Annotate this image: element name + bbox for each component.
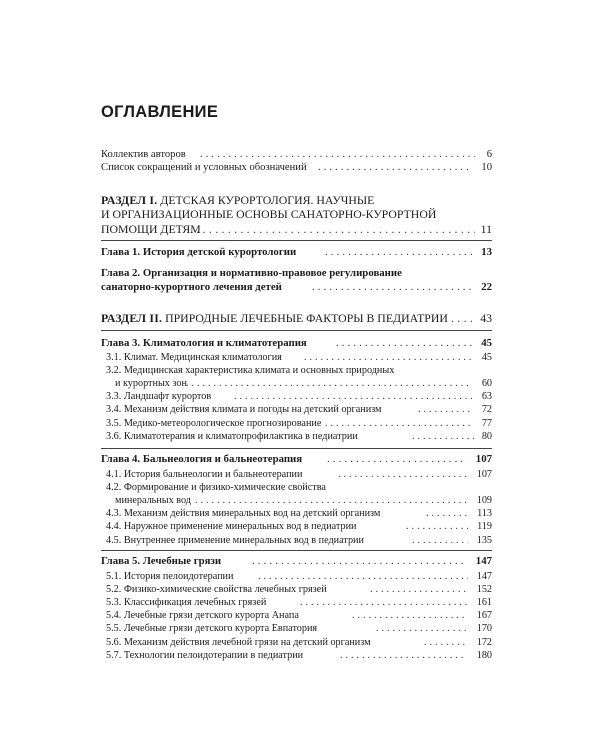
leader-dots <box>318 161 471 175</box>
leader-dots <box>406 520 468 534</box>
leader-dots <box>190 222 475 236</box>
entry-page: 45 <box>481 337 492 349</box>
entry-title: 4.1. История бальнеологии и бальнеотерапии <box>106 469 303 480</box>
entry-title: 5.5. Лечебные грязи детского курорта Евпатория <box>106 623 318 634</box>
leader-dots <box>336 336 475 350</box>
toc-chapter-1[interactable] <box>0 245 600 259</box>
toc-entry-4-4[interactable] <box>0 520 600 534</box>
entry-page: 107 <box>475 453 492 465</box>
entry-title: 5.7. Технологии пелоидотерапии в педиатрии <box>106 650 304 661</box>
entry-page: 109 <box>476 495 492 506</box>
entry-title: 5.1. История пелоидотерапии <box>106 571 234 582</box>
entry-page: 135 <box>476 535 492 546</box>
entry-page: 170 <box>476 623 492 634</box>
toc-chapter-2-line1[interactable] <box>0 266 600 280</box>
toc-entry-3-4[interactable] <box>0 403 600 417</box>
toc-heading: ОГЛАВЛЕНИЕ <box>101 103 219 121</box>
leader-dots <box>418 403 473 417</box>
entry-title: 4.5. Внутреннее применение минеральных вод в педиатрии <box>106 535 364 546</box>
entry-page: 13 <box>481 246 492 258</box>
toc-chapter-5[interactable] <box>0 554 600 568</box>
toc-entry-4-2-line1[interactable] <box>0 481 600 495</box>
entry-page: 107 <box>476 469 492 480</box>
entry-page: 119 <box>477 521 492 532</box>
section-title: ПРИРОДНЫЕ ЛЕЧЕБНЫЕ ФАКТОРЫ В ПЕДИАТРИИ <box>165 311 448 325</box>
entry-page: 172 <box>476 637 492 648</box>
toc-entry-5-6[interactable] <box>0 636 600 650</box>
section-title-part: ДЕТСКАЯ КУРОРТОЛОГИЯ. НАУЧНЫЕ <box>160 193 375 207</box>
entry-page: 60 <box>481 378 492 389</box>
toc-entry-3-6[interactable] <box>0 430 600 444</box>
toc-entry-5-3[interactable] <box>0 596 600 610</box>
toc-entry-3-5[interactable] <box>0 417 600 431</box>
toc-entry-5-2[interactable] <box>0 583 600 597</box>
entry-title: 5.2. Физико-химические свойства лечебных грязей <box>106 584 327 595</box>
toc-entry-4-2-line2[interactable] <box>0 494 600 508</box>
leader-dots <box>412 534 468 548</box>
divider <box>101 550 492 551</box>
toc-entry-abbreviations[interactable] <box>0 161 600 175</box>
divider <box>101 330 492 331</box>
entry-title: Коллектив авторов <box>101 149 186 160</box>
toc-entry-4-5[interactable] <box>0 534 600 548</box>
toc-entry-3-2-line2[interactable] <box>0 377 600 391</box>
leader-dots <box>195 494 466 508</box>
entry-title: 4.2. Формирование и физико-химические свойства <box>106 482 326 493</box>
entry-page: 147 <box>475 555 492 567</box>
entry-page: 113 <box>477 508 492 519</box>
toc-entry-4-3[interactable] <box>0 507 600 521</box>
entry-title: 4.3. Механизм действия минеральных вод на детский организм <box>106 508 381 519</box>
entry-title: 5.6. Механизм действия лечебной грязи на детский организм <box>106 637 371 648</box>
entry-title: 3.2. Медицинская характеристика климата и основных природных <box>106 365 395 376</box>
entry-title: 5.4. Лечебные грязи детского курорта Анапа <box>106 610 299 621</box>
chapter-title: Глава 3. Климатология и климатотерапия <box>101 337 307 349</box>
chapter-title: Глава 2. Организация и нормативно-правовое регулирование <box>101 267 402 279</box>
leader-dots <box>338 468 468 482</box>
toc-chapter-2-line2[interactable] <box>0 280 600 294</box>
toc-entry-4-1[interactable] <box>0 468 600 482</box>
entry-title-cont: и курортных зон <box>115 378 187 389</box>
entry-page: 77 <box>481 418 492 429</box>
leader-dots <box>258 570 468 584</box>
toc-entry-authors[interactable] <box>0 148 600 162</box>
entry-page: 45 <box>481 352 492 363</box>
entry-title: 3.6. Климатотерапия и климатопрофилактика в педиатрии <box>106 431 358 442</box>
toc-section-1-line3[interactable] <box>0 222 600 236</box>
entry-page: 147 <box>476 571 492 582</box>
leader-dots <box>352 609 468 623</box>
leader-dots <box>186 377 472 391</box>
chapter-title: Глава 4. Бальнеология и бальнеотерапия <box>101 453 303 465</box>
leader-dots <box>234 390 474 404</box>
leader-dots <box>451 311 473 325</box>
entry-page: 161 <box>476 597 492 608</box>
entry-page: 6 <box>486 149 492 160</box>
toc-entry-5-7[interactable] <box>0 649 600 663</box>
leader-dots <box>376 622 466 636</box>
leader-dots <box>325 245 475 259</box>
leader-dots <box>325 417 474 431</box>
section-label: РАЗДЕЛ I. <box>101 193 158 207</box>
section-title-part: И ОРГАНИЗАЦИОННЫЕ ОСНОВЫ САНАТОРНО-КУРОРТНОЙ <box>101 207 437 221</box>
entry-page: 22 <box>481 281 492 293</box>
divider <box>101 240 492 241</box>
chapter-title: Глава 1. История детской курортологии <box>101 246 297 258</box>
divider <box>101 448 492 449</box>
leader-dots <box>370 583 466 597</box>
entry-title: 3.3. Ландшафт курортов <box>106 391 212 402</box>
leader-dots <box>424 636 466 650</box>
entry-title: Список сокращений и условных обозначений <box>101 162 307 173</box>
toc-section-1-line2 <box>0 207 600 221</box>
entry-title: 3.4. Механизм действия климата и погоды на детский организм <box>106 404 382 415</box>
section-title-part: ПОМОЩИ ДЕТЯМ <box>101 222 201 236</box>
toc-entry-5-5[interactable] <box>0 622 600 636</box>
entry-page: 72 <box>481 404 492 415</box>
leader-dots <box>252 554 467 568</box>
entry-page: 11 <box>480 222 492 236</box>
leader-dots <box>200 148 475 162</box>
toc-entry-5-4[interactable] <box>0 609 600 623</box>
entry-page: 152 <box>476 584 492 595</box>
leader-dots <box>327 452 467 466</box>
toc-section-1-line1[interactable] <box>0 193 600 207</box>
chapter-title: Глава 5. Лечебные грязи <box>101 555 222 567</box>
toc-entry-5-1[interactable] <box>0 570 600 584</box>
toc-entry-3-1[interactable] <box>0 351 600 365</box>
toc-section-2[interactable] <box>0 311 600 325</box>
entry-page: 80 <box>481 431 492 442</box>
entry-page: 10 <box>481 162 492 173</box>
toc-entry-3-3[interactable] <box>0 390 600 404</box>
toc-entry-3-2-line1[interactable] <box>0 364 600 378</box>
entry-page: 167 <box>476 610 492 621</box>
entry-title: 4.4. Наружное применение минеральных вод в педиатрии <box>106 521 357 532</box>
leader-dots <box>412 430 474 444</box>
leader-dots <box>300 596 468 610</box>
toc-chapter-4[interactable] <box>0 452 600 466</box>
entry-title: 3.1. Климат. Медицинская климатология <box>106 352 282 363</box>
leader-dots <box>312 280 472 294</box>
toc-chapter-3[interactable] <box>0 336 600 350</box>
chapter-title-cont: санаторно-курортного лечения детей <box>101 281 282 293</box>
entry-page: 180 <box>476 650 492 661</box>
section-label: РАЗДЕЛ II. <box>101 311 163 325</box>
entry-page: 43 <box>480 311 492 325</box>
entry-title: 5.3. Классификация лечебных грязей <box>106 597 267 608</box>
leader-dots <box>340 649 467 663</box>
entry-title-cont: минеральных вод <box>115 495 191 506</box>
leader-dots <box>426 507 468 521</box>
entry-page: 63 <box>481 391 492 402</box>
leader-dots <box>304 351 475 365</box>
entry-title: 3.5. Медико-метеорологическое прогнозирование <box>106 418 322 429</box>
